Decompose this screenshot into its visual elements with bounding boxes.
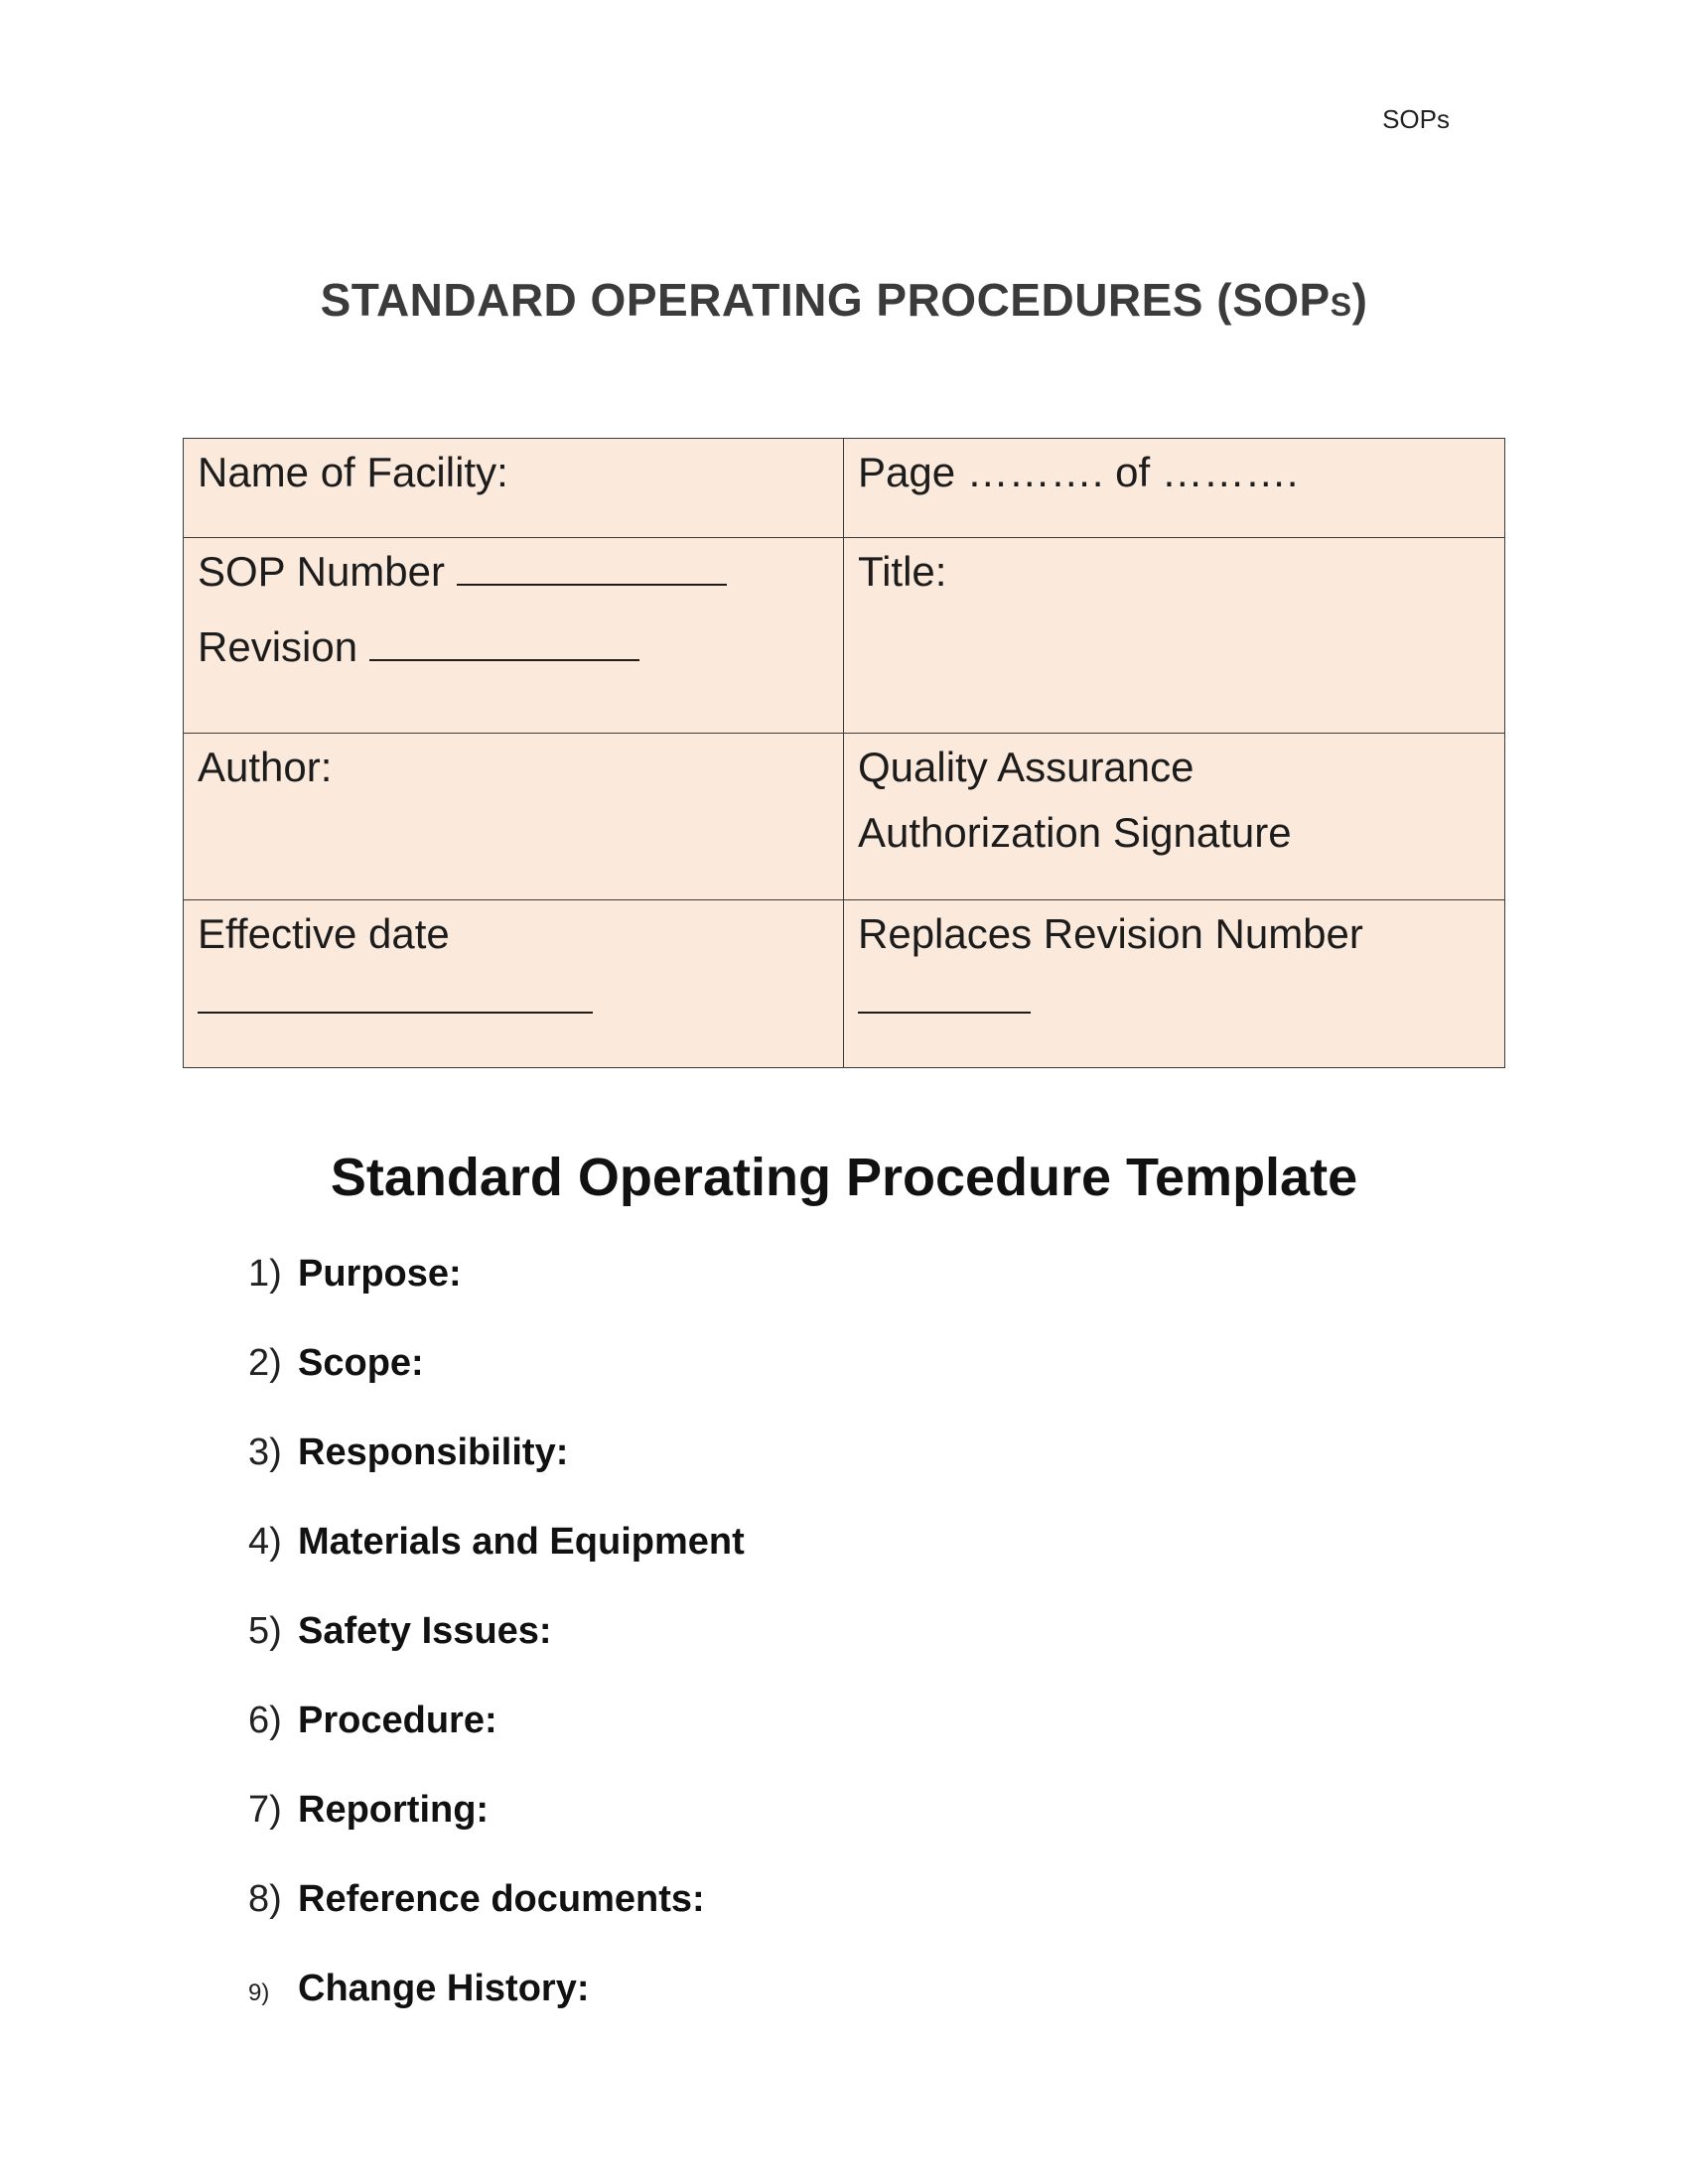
template-heading: Standard Operating Procedure Template [330,1148,1358,1207]
section-label: Procedure: [298,1700,497,1741]
replaces-revision-blank [858,978,1031,1014]
section-label: Change History: [298,1968,590,2009]
list-item [248,1789,745,1878]
page-of-label: Page ………. of ………. [858,449,1299,495]
section-label: Reference documents: [298,1878,705,1920]
list-item [248,1878,745,1968]
section-label: Materials and Equipment [298,1521,745,1563]
document-title: STANDARD OPERATING PROCEDURES (SOPs) [320,274,1368,326]
section-number: 8) [248,1878,282,1920]
list-item [248,1342,745,1432]
list-item [248,1521,745,1610]
section-number: 6) [248,1700,282,1741]
author-label: Author: [198,744,333,790]
list-item [248,1432,745,1521]
section-label: Scope: [298,1342,424,1384]
section-number: 2) [248,1342,282,1384]
sop-number-blank [457,550,727,586]
section-label: Reporting: [298,1789,490,1831]
section-number: 1) [248,1253,282,1295]
section-number: 4) [248,1521,282,1563]
cell-page-of [844,439,1505,538]
qa-label-line2: Authorization Signature [858,809,1292,857]
section-number: 9) [248,1979,270,2006]
list-item [248,1700,745,1789]
table-row [184,734,1505,900]
name-of-facility-label: Name of Facility: [198,449,508,495]
section-number: 3) [248,1432,282,1473]
title-label: Title: [858,548,947,595]
cell-sop-number-revision [184,538,844,734]
cell-name-of-facility [184,439,844,538]
cell-author [184,734,844,900]
section-label: Purpose: [298,1253,462,1295]
running-header: SOPs [1382,104,1450,134]
table-row [184,900,1505,1068]
table-row [184,439,1505,538]
replaces-revision-label: Replaces Revision Number [858,910,1363,957]
revision-blank [369,625,639,661]
qa-label-line1: Quality Assurance [858,744,1195,790]
cell-title [844,538,1505,734]
sop-number-label: SOP Number [198,548,445,595]
section-list [248,1253,745,2057]
list-item [248,1968,745,2057]
section-label: Responsibility: [298,1432,569,1473]
revision-label: Revision [198,623,358,671]
section-label: Safety Issues: [298,1610,552,1652]
effective-date-label: Effective date [198,910,450,957]
cell-replaces-revision [844,900,1505,1068]
effective-date-blank [198,978,593,1014]
cell-effective-date [184,900,844,1068]
section-number: 7) [248,1789,282,1831]
table-row [184,538,1505,734]
cell-qa-signature [844,734,1505,900]
section-number: 5) [248,1610,282,1652]
list-item [248,1610,745,1700]
list-item [248,1253,745,1342]
sop-info-table [183,438,1505,1068]
